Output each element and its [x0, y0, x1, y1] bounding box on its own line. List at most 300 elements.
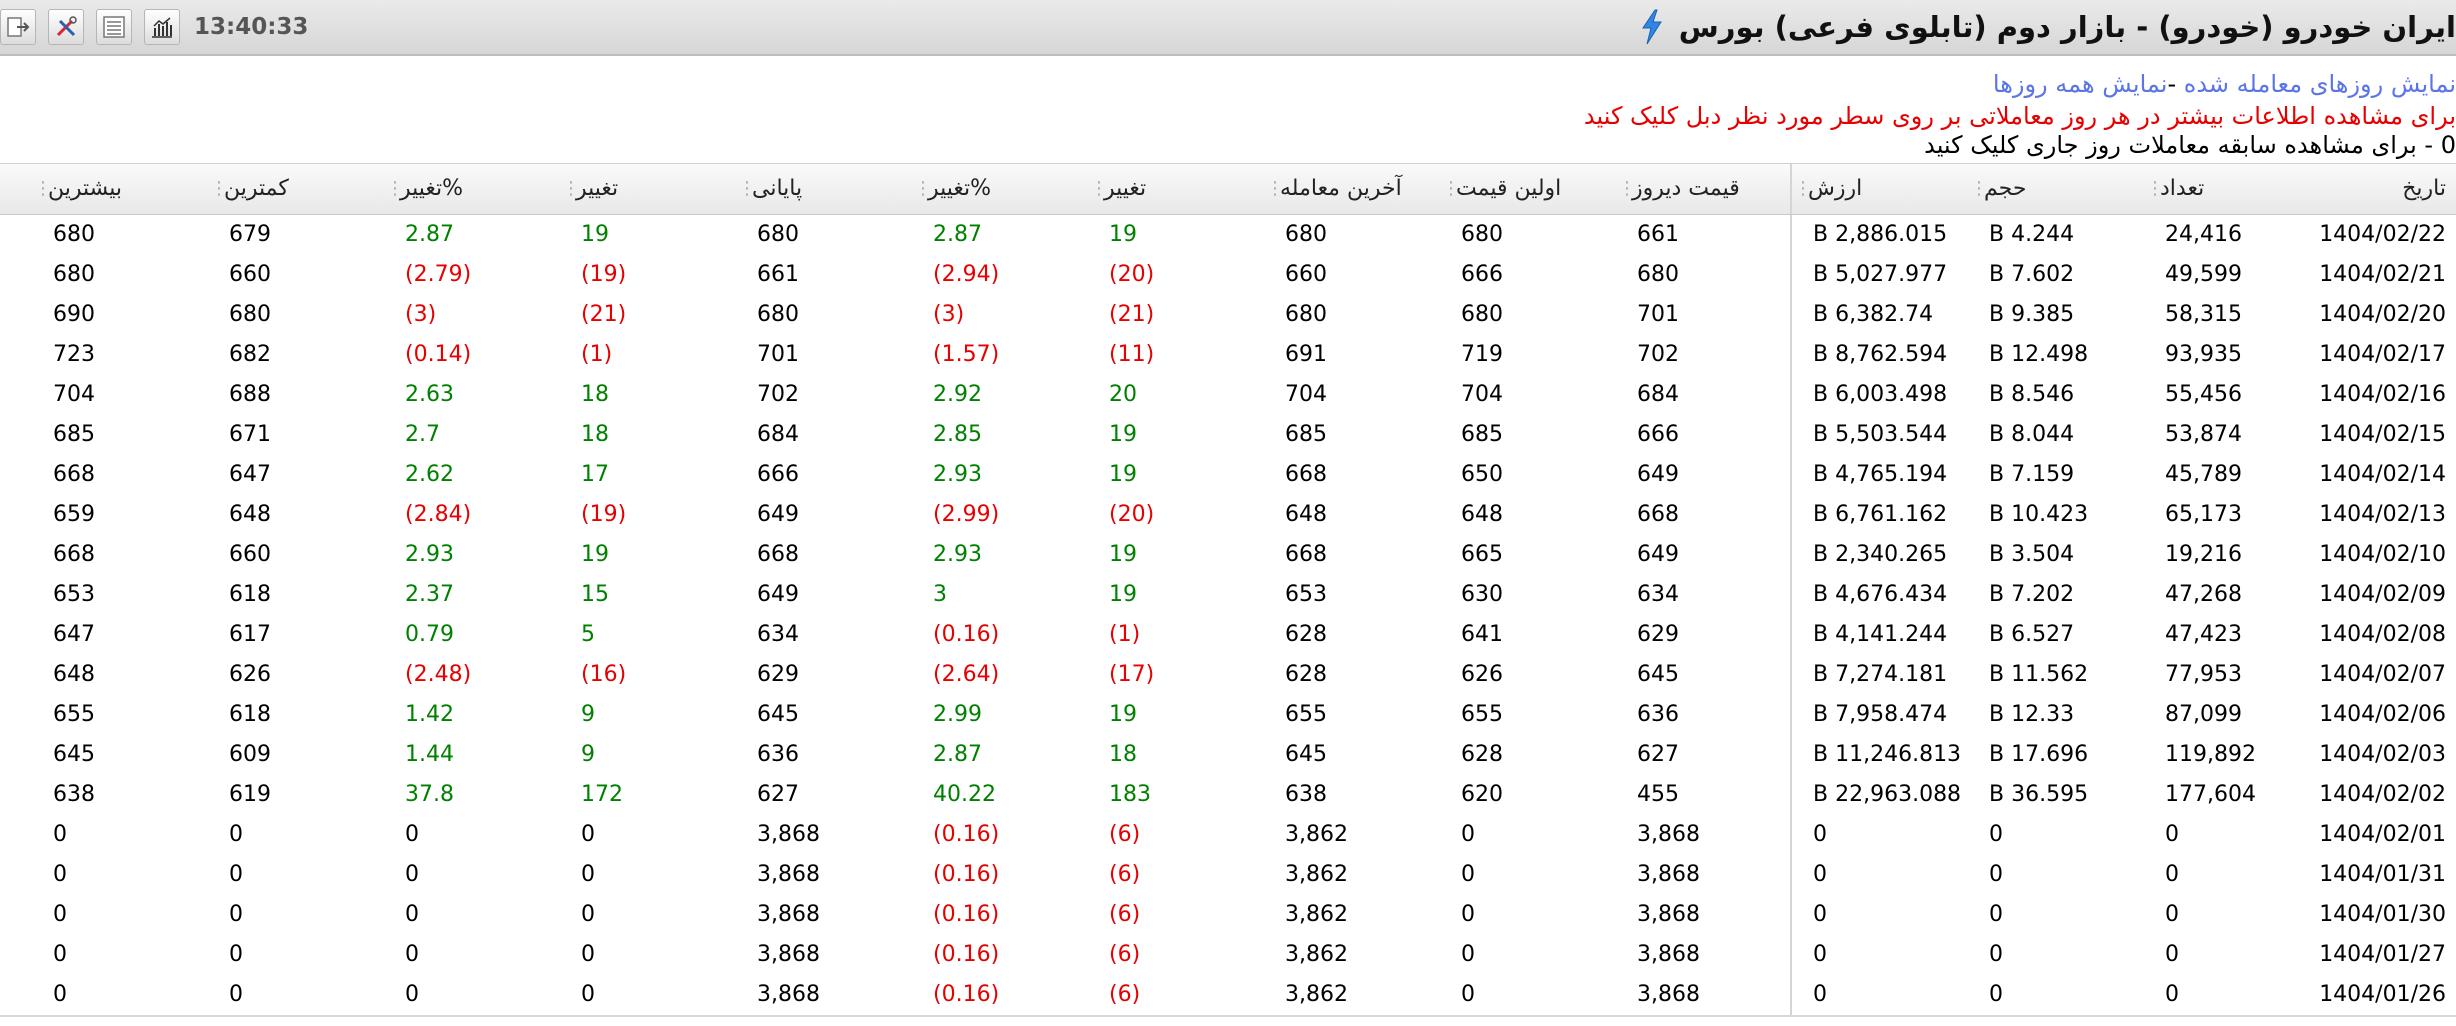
cell-low-price: 671 — [229, 422, 271, 447]
cell-prev-price: 702 — [1637, 342, 1679, 367]
cell-high-price: 0 — [53, 942, 67, 967]
cell-volume: 0 — [1989, 942, 2003, 967]
cell-high-price: 0 — [53, 982, 67, 1007]
cell-low-price: 660 — [229, 262, 271, 287]
cell-close-change-percent: 0.79 — [405, 622, 454, 647]
cell-close-change-percent: 2.37 — [405, 582, 454, 607]
cell-first-price: 620 — [1461, 782, 1503, 807]
table-row[interactable] — [0, 775, 2456, 815]
cell-value: 22,963.088 B — [1813, 782, 1962, 807]
chart-button[interactable] — [144, 9, 180, 45]
cell-high-price: 0 — [53, 902, 67, 927]
cell-last-change: (6) — [1109, 902, 1141, 927]
cell-date: 1404/02/10 — [2319, 542, 2446, 567]
column-header-last-change-percent[interactable]: %تغییر ⋮ — [912, 164, 1088, 214]
cell-close-change-percent: 2.87 — [405, 222, 454, 247]
cell-close-change-percent: (0.14) — [405, 342, 472, 367]
cell-date: 1404/02/22 — [2319, 222, 2446, 247]
cell-last-change: (11) — [1109, 342, 1155, 367]
cell-last-change: 19 — [1109, 542, 1137, 567]
cell-close-price: 3,868 — [757, 942, 820, 967]
double-click-hint: برای مشاهده اطلاعات بیشتر در هر روز معاملاتی بر روی سطر مورد نظر دبل کلیک کنید — [1583, 102, 2456, 130]
cell-last-change: (17) — [1109, 662, 1155, 687]
cell-close-price: 3,868 — [757, 982, 820, 1007]
cell-close-price: 3,868 — [757, 902, 820, 927]
cell-count: 49,599 — [2165, 262, 2242, 287]
cell-last-change: 19 — [1109, 582, 1137, 607]
table-row[interactable] — [0, 495, 2456, 535]
cell-prev-price: 634 — [1637, 582, 1679, 607]
cell-close-change-percent: 2.93 — [405, 542, 454, 567]
cell-close-price: 627 — [757, 782, 799, 807]
cell-volume: 6.527 B — [1989, 622, 2075, 647]
cell-last-change: 19 — [1109, 222, 1137, 247]
cell-close-price: 636 — [757, 742, 799, 767]
cell-low-price: 618 — [229, 702, 271, 727]
cell-high-price: 655 — [53, 702, 95, 727]
cell-last-change-percent: (2.94) — [933, 262, 1000, 287]
cell-count: 24,416 — [2165, 222, 2242, 247]
cell-last-change-percent: (1.57) — [933, 342, 1000, 367]
cell-low-price: 0 — [229, 822, 243, 847]
cell-last-change: (6) — [1109, 822, 1141, 847]
cell-count: 65,173 — [2165, 502, 2242, 527]
table-row[interactable] — [0, 735, 2456, 775]
cell-first-price: 0 — [1461, 862, 1475, 887]
column-group-divider — [1790, 164, 1792, 214]
column-header-low-price[interactable]: کمترین ⋮ — [208, 164, 384, 214]
cell-close-change: 19 — [581, 222, 609, 247]
cell-last-change-percent: (0.16) — [933, 902, 1000, 927]
cell-count: 58,315 — [2165, 302, 2242, 327]
cell-low-price: 617 — [229, 622, 271, 647]
cell-close-change-percent: (2.79) — [405, 262, 472, 287]
cell-prev-price: 3,868 — [1637, 942, 1700, 967]
cell-low-price: 0 — [229, 862, 243, 887]
cell-volume: 0 — [1989, 862, 2003, 887]
table-row[interactable] — [0, 295, 2456, 335]
table-row[interactable] — [0, 215, 2456, 255]
cell-low-price: 0 — [229, 982, 243, 1007]
table-row[interactable] — [0, 655, 2456, 695]
cell-prev-price: 627 — [1637, 742, 1679, 767]
cell-volume: 7.202 B — [1989, 582, 2075, 607]
table-row[interactable] — [0, 975, 2456, 1015]
column-header-close-change-percent[interactable]: %تغییر ⋮ — [384, 164, 560, 214]
cell-last-change: 18 — [1109, 742, 1137, 767]
cell-low-price: 680 — [229, 302, 271, 327]
cell-low-price: 0 — [229, 942, 243, 967]
table-row[interactable] — [0, 575, 2456, 615]
tools-icon — [53, 14, 79, 40]
cell-volume: 0 — [1989, 902, 2003, 927]
cell-last-change-percent: 2.93 — [933, 462, 982, 487]
column-header-close-price[interactable]: پایانی ⋮ — [736, 164, 912, 214]
cell-volume: 7.602 B — [1989, 262, 2075, 287]
cell-high-price: 680 — [53, 262, 95, 287]
cell-date: 1404/02/02 — [2319, 782, 2446, 807]
cell-close-change-percent: (3) — [405, 302, 437, 327]
cell-last-trade: 685 — [1285, 422, 1327, 447]
cell-value: 0 — [1813, 982, 1827, 1007]
cell-last-change-percent: (0.16) — [933, 862, 1000, 887]
cell-value: 8,762.594 B — [1813, 342, 1948, 367]
cell-close-change: 0 — [581, 942, 595, 967]
cell-low-price: 679 — [229, 222, 271, 247]
cell-last-change-percent: 40.22 — [933, 782, 996, 807]
lightning-icon[interactable] — [1637, 8, 1667, 46]
column-header-high-price[interactable]: بیشترین ⋮ — [32, 164, 208, 214]
cell-prev-price: 661 — [1637, 222, 1679, 247]
cell-date: 1404/02/20 — [2319, 302, 2446, 327]
cell-low-price: 0 — [229, 902, 243, 927]
show-traded-days-link[interactable]: نمایش روزهای معامله شده — [2183, 70, 2456, 98]
cell-close-price: 701 — [757, 342, 799, 367]
clock: 13:40:33 — [194, 14, 309, 40]
cell-last-change-percent: (3) — [933, 302, 965, 327]
cell-first-price: 0 — [1461, 942, 1475, 967]
cell-close-change-percent: (2.48) — [405, 662, 472, 687]
cell-close-price: 649 — [757, 582, 799, 607]
cell-close-price: 634 — [757, 622, 799, 647]
cell-last-change: (6) — [1109, 862, 1141, 887]
cell-date: 1404/02/15 — [2319, 422, 2446, 447]
column-header-date[interactable]: تاریخ — [2402, 176, 2446, 201]
cell-last-change-percent: 2.99 — [933, 702, 982, 727]
cell-count: 0 — [2165, 982, 2179, 1007]
cell-prev-price: 680 — [1637, 262, 1679, 287]
cell-close-price: 3,868 — [757, 822, 820, 847]
table-row[interactable] — [0, 335, 2456, 375]
show-all-days-link[interactable]: نمایش همه روزها — [1992, 70, 2168, 98]
cell-low-price: 648 — [229, 502, 271, 527]
cell-date: 1404/02/17 — [2319, 342, 2446, 367]
column-header-first-price[interactable]: اولین قیمت ⋮ — [1440, 164, 1616, 214]
cell-last-trade: 691 — [1285, 342, 1327, 367]
day-filter-links — [1993, 70, 2456, 98]
cell-close-change: (1) — [581, 342, 613, 367]
cell-volume: 10.423 B — [1989, 502, 2089, 527]
cell-volume: 12.33 B — [1989, 702, 2075, 727]
cell-last-change: 183 — [1109, 782, 1151, 807]
cell-low-price: 619 — [229, 782, 271, 807]
chart-icon — [149, 14, 175, 40]
cell-high-price: 668 — [53, 462, 95, 487]
cell-count: 0 — [2165, 822, 2179, 847]
cell-volume: 7.159 B — [1989, 462, 2075, 487]
today-history-link[interactable]: 0 - برای مشاهده سابقه معاملات روز جاری کلیک کنید — [1924, 131, 2456, 159]
cell-first-price: 0 — [1461, 982, 1475, 1007]
cell-last-change: 20 — [1109, 382, 1137, 407]
cell-volume: 0 — [1989, 982, 2003, 1007]
cell-volume: 8.546 B — [1989, 382, 2075, 407]
cell-last-trade: 3,862 — [1285, 862, 1348, 887]
cell-high-price: 647 — [53, 622, 95, 647]
cell-value: 4,141.244 B — [1813, 622, 1948, 647]
cell-close-change: (21) — [581, 302, 627, 327]
cell-count: 177,604 — [2165, 782, 2256, 807]
cell-count: 77,953 — [2165, 662, 2242, 687]
cell-last-change: (1) — [1109, 622, 1141, 647]
cell-last-trade: 628 — [1285, 622, 1327, 647]
toolbar — [0, 7, 308, 47]
cell-last-change-percent: 3 — [933, 582, 947, 607]
cell-last-change: (20) — [1109, 262, 1155, 287]
cell-count: 19,216 — [2165, 542, 2242, 567]
cell-value: 2,340.265 B — [1813, 542, 1948, 567]
table-row[interactable] — [0, 415, 2456, 455]
cell-last-change: (20) — [1109, 502, 1155, 527]
cell-count: 0 — [2165, 902, 2179, 927]
cell-first-price: 628 — [1461, 742, 1503, 767]
cell-count: 55,456 — [2165, 382, 2242, 407]
cell-close-change: (19) — [581, 262, 627, 287]
cell-last-change-percent: 2.87 — [933, 742, 982, 767]
cell-prev-price: 666 — [1637, 422, 1679, 447]
cell-close-change: 5 — [581, 622, 595, 647]
cell-low-price: 618 — [229, 582, 271, 607]
cell-last-trade: 680 — [1285, 222, 1327, 247]
cell-first-price: 685 — [1461, 422, 1503, 447]
cell-high-price: 645 — [53, 742, 95, 767]
cell-close-change: 0 — [581, 902, 595, 927]
cell-value: 0 — [1813, 862, 1827, 887]
cell-prev-price: 701 — [1637, 302, 1679, 327]
column-header-prev-price[interactable]: قیمت دیروز ⋮ — [1616, 164, 1792, 214]
cell-last-change-percent: 2.93 — [933, 542, 982, 567]
column-header-value[interactable]: ارزش ⋮ — [1792, 164, 1968, 214]
cell-last-trade: 653 — [1285, 582, 1327, 607]
cell-high-price: 690 — [53, 302, 95, 327]
cell-high-price: 659 — [53, 502, 95, 527]
cell-close-price: 668 — [757, 542, 799, 567]
cell-date: 1404/02/13 — [2319, 502, 2446, 527]
cell-close-change: 0 — [581, 982, 595, 1007]
cell-date: 1404/02/09 — [2319, 582, 2446, 607]
cell-value: 0 — [1813, 942, 1827, 967]
cell-volume: 9.385 B — [1989, 302, 2075, 327]
cell-close-change-percent: 37.8 — [405, 782, 454, 807]
history-table — [0, 163, 2456, 1015]
cell-count: 45,789 — [2165, 462, 2242, 487]
cell-high-price: 653 — [53, 582, 95, 607]
table-row[interactable] — [0, 695, 2456, 735]
cell-close-change-percent: 0 — [405, 902, 419, 927]
cell-close-change: 9 — [581, 742, 595, 767]
cell-date: 1404/01/31 — [2319, 862, 2446, 887]
cell-last-trade: 3,862 — [1285, 942, 1348, 967]
cell-last-trade: 648 — [1285, 502, 1327, 527]
cell-close-change-percent: (2.84) — [405, 502, 472, 527]
cell-close-change: 15 — [581, 582, 609, 607]
cell-high-price: 680 — [53, 222, 95, 247]
cell-close-price: 645 — [757, 702, 799, 727]
table-row[interactable] — [0, 375, 2456, 415]
cell-volume: 11.562 B — [1989, 662, 2089, 687]
cell-last-trade: 668 — [1285, 462, 1327, 487]
list-button[interactable] — [96, 9, 132, 45]
cell-value: 6,382.74 B — [1813, 302, 1934, 327]
cell-high-price: 648 — [53, 662, 95, 687]
cell-value: 4,765.194 B — [1813, 462, 1948, 487]
cell-high-price: 638 — [53, 782, 95, 807]
cell-close-change-percent: 1.42 — [405, 702, 454, 727]
column-header-last-trade[interactable]: آخرین معامله ⋮ — [1264, 164, 1440, 214]
table-row[interactable] — [0, 855, 2456, 895]
cell-last-trade: 655 — [1285, 702, 1327, 727]
cell-value: 5,027.977 B — [1813, 262, 1948, 287]
cell-first-price: 630 — [1461, 582, 1503, 607]
table-row[interactable] — [0, 935, 2456, 975]
cell-close-change: 0 — [581, 822, 595, 847]
cell-volume: 36.595 B — [1989, 782, 2089, 807]
cell-volume: 8.044 B — [1989, 422, 2075, 447]
cell-close-change: 17 — [581, 462, 609, 487]
cell-last-trade: 628 — [1285, 662, 1327, 687]
cell-date: 1404/02/21 — [2319, 262, 2446, 287]
cell-last-change: 19 — [1109, 702, 1137, 727]
cell-prev-price: 3,868 — [1637, 902, 1700, 927]
cell-last-trade: 3,862 — [1285, 982, 1348, 1007]
column-header-last-change[interactable]: تغییر ⋮ — [1088, 164, 1264, 214]
cell-volume: 17.696 B — [1989, 742, 2089, 767]
cell-close-change-percent: 0 — [405, 822, 419, 847]
cell-prev-price: 629 — [1637, 622, 1679, 647]
cell-first-price: 680 — [1461, 222, 1503, 247]
cell-prev-price: 645 — [1637, 662, 1679, 687]
cell-high-price: 685 — [53, 422, 95, 447]
cell-high-price: 0 — [53, 862, 67, 887]
cell-value: 4,676.434 B — [1813, 582, 1948, 607]
cell-last-trade: 704 — [1285, 382, 1327, 407]
column-header-count[interactable]: تعداد ⋮ — [2144, 164, 2320, 214]
export-button[interactable] — [0, 9, 36, 45]
cell-date: 1404/01/30 — [2319, 902, 2446, 927]
cell-count: 0 — [2165, 862, 2179, 887]
cell-date: 1404/02/06 — [2319, 702, 2446, 727]
cell-value: 7,958.474 B — [1813, 702, 1948, 727]
cell-count: 53,874 — [2165, 422, 2242, 447]
column-header-volume[interactable]: حجم ⋮ — [1968, 164, 2144, 214]
cell-close-change: (16) — [581, 662, 627, 687]
cell-value: 5,503.544 B — [1813, 422, 1948, 447]
link-separator: - — [2167, 70, 2184, 98]
cell-close-price: 661 — [757, 262, 799, 287]
cell-close-price: 702 — [757, 382, 799, 407]
cell-first-price: 641 — [1461, 622, 1503, 647]
table-row[interactable] — [0, 455, 2456, 495]
cell-close-change: 18 — [581, 382, 609, 407]
cell-last-change-percent: (0.16) — [933, 622, 1000, 647]
cell-last-change-percent: (0.16) — [933, 942, 1000, 967]
cell-first-price: 666 — [1461, 262, 1503, 287]
cell-close-change: 0 — [581, 862, 595, 887]
cell-low-price: 626 — [229, 662, 271, 687]
cell-last-change-percent: (0.16) — [933, 982, 1000, 1007]
cell-high-price: 0 — [53, 822, 67, 847]
cell-first-price: 650 — [1461, 462, 1503, 487]
cell-high-price: 668 — [53, 542, 95, 567]
cell-close-price: 684 — [757, 422, 799, 447]
cell-date: 1404/01/26 — [2319, 982, 2446, 1007]
cell-first-price: 655 — [1461, 702, 1503, 727]
body-group-divider — [1790, 215, 1792, 1015]
cell-count: 119,892 — [2165, 742, 2256, 767]
cell-close-price: 3,868 — [757, 862, 820, 887]
tools-button[interactable] — [48, 9, 84, 45]
cell-last-change: 19 — [1109, 462, 1137, 487]
cell-last-trade: 638 — [1285, 782, 1327, 807]
cell-date: 1404/02/16 — [2319, 382, 2446, 407]
cell-close-price: 649 — [757, 502, 799, 527]
cell-date: 1404/02/07 — [2319, 662, 2446, 687]
cell-last-change: (21) — [1109, 302, 1155, 327]
cell-volume: 0 — [1989, 822, 2003, 847]
cell-value: 0 — [1813, 902, 1827, 927]
cell-first-price: 680 — [1461, 302, 1503, 327]
cell-close-price: 666 — [757, 462, 799, 487]
cell-close-change: 172 — [581, 782, 623, 807]
cell-prev-price: 3,868 — [1637, 982, 1700, 1007]
cell-last-change-percent: 2.87 — [933, 222, 982, 247]
table-header — [0, 163, 2456, 215]
cell-low-price: 688 — [229, 382, 271, 407]
cell-prev-price: 3,868 — [1637, 862, 1700, 887]
cell-close-change: 18 — [581, 422, 609, 447]
table-row[interactable] — [0, 895, 2456, 935]
cell-prev-price: 668 — [1637, 502, 1679, 527]
cell-first-price: 704 — [1461, 382, 1503, 407]
table-row[interactable] — [0, 615, 2456, 655]
cell-prev-price: 636 — [1637, 702, 1679, 727]
cell-value: 6,003.498 B — [1813, 382, 1948, 407]
export-icon — [5, 14, 31, 40]
cell-close-change: (19) — [581, 502, 627, 527]
table-bottom-border — [0, 1015, 2456, 1017]
cell-first-price: 648 — [1461, 502, 1503, 527]
cell-volume: 3.504 B — [1989, 542, 2075, 567]
cell-close-change-percent: 0 — [405, 862, 419, 887]
cell-last-trade: 645 — [1285, 742, 1327, 767]
table-row[interactable] — [0, 535, 2456, 575]
cell-first-price: 0 — [1461, 902, 1475, 927]
page-title: ایران خودرو (خودرو) - بازار دوم (تابلوی فرعی) بورس — [1678, 10, 2456, 44]
cell-value: 11,246.813 B — [1813, 742, 1962, 767]
cell-first-price: 665 — [1461, 542, 1503, 567]
cell-volume: 4.244 B — [1989, 222, 2075, 247]
cell-date: 1404/01/27 — [2319, 942, 2446, 967]
cell-prev-price: 455 — [1637, 782, 1679, 807]
cell-close-change-percent: 0 — [405, 982, 419, 1007]
cell-count: 47,268 — [2165, 582, 2242, 607]
column-header-close-change[interactable]: تغییر ⋮ — [560, 164, 736, 214]
cell-first-price: 719 — [1461, 342, 1503, 367]
cell-last-change-percent: (2.64) — [933, 662, 1000, 687]
cell-last-trade: 660 — [1285, 262, 1327, 287]
cell-prev-price: 649 — [1637, 542, 1679, 567]
cell-high-price: 723 — [53, 342, 95, 367]
cell-close-price: 680 — [757, 302, 799, 327]
table-row[interactable] — [0, 815, 2456, 855]
cell-close-price: 629 — [757, 662, 799, 687]
cell-low-price: 660 — [229, 542, 271, 567]
cell-first-price: 626 — [1461, 662, 1503, 687]
cell-last-trade: 668 — [1285, 542, 1327, 567]
cell-high-price: 704 — [53, 382, 95, 407]
cell-count: 47,423 — [2165, 622, 2242, 647]
table-row[interactable] — [0, 255, 2456, 295]
cell-close-change-percent: 2.62 — [405, 462, 454, 487]
